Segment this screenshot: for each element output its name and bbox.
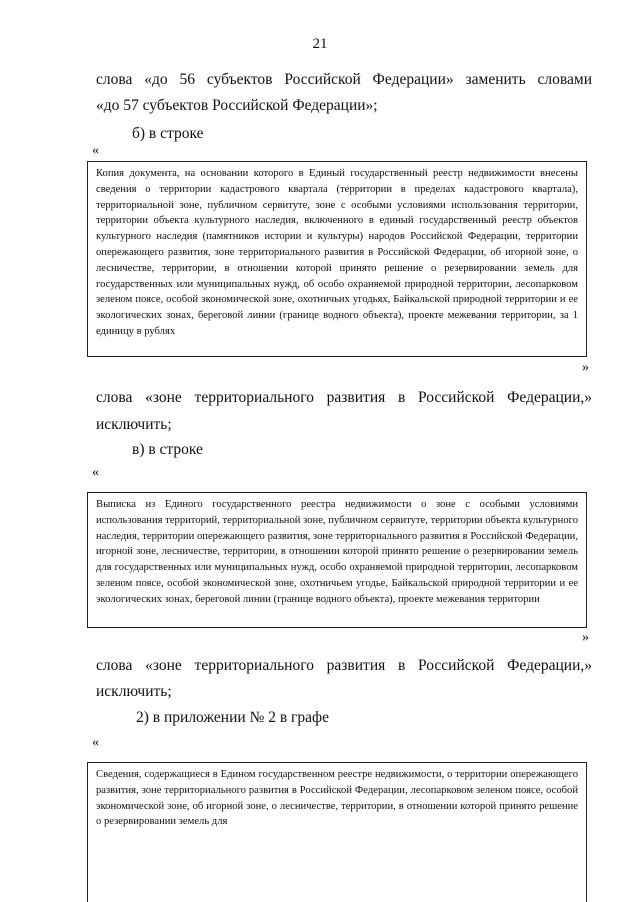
close-quote: »: [582, 630, 589, 645]
subsection-heading: в) в строке: [132, 441, 203, 458]
page-number: 21: [312, 36, 328, 52]
paragraph-line: исключить;: [96, 416, 172, 433]
open-quote: «: [92, 143, 99, 158]
paragraph-line: «до 57 субъектов Российской Федерации»;: [96, 97, 378, 114]
open-quote: «: [92, 465, 99, 480]
paragraph-line: слова «зоне территориального развития в Российской Федерации,»: [96, 389, 592, 406]
paragraph-line: исключить;: [96, 683, 172, 700]
quoted-table-cell: Выписка из Единого государственного реестра недвижимости о зоне с особыми условиями использования территорий, территориальной зоне, публичном сервитуте, территории объекта культурного наследия, территории опережающего развития, зоне территориального развития в Российской Федерации, игорной зоне, лесничестве, территории, в отношении которой принято решение о резервировании земель для государственных или муниципальных нужд, особо охраняемой природной территории, лесопарковом зеленом поясе, особой экономической зоне, охотничьем угодье, Байкальской природной территории и ее экологических зонах, береговой линии (границе водного объекта), проекте межевания территории: [87, 492, 587, 628]
quoted-table-cell: Сведения, содержащиеся в Едином государственном реестре недвижимости, о территории опережающего развития, зоне территориального развития в Российской Федерации, лесопарковом зеленом поясе, особой экономической зоне, об игорной зоне, о лесничестве, территории, в отношении которой принято решение о резервировании земель для: [87, 762, 587, 902]
open-quote: «: [92, 735, 99, 750]
quoted-table-cell: Копия документа, на основании которого в Единый государственный реестр недвижимости внесены сведения о территории кадастрового квартала (территории в пределах кадастрового квартала), территориальной зоне, публичном сервитуте, зоне с особыми условиями использования территории, территории объекта культурного наследия, включенного в единый государственный реестр объектов культурного наследия (памятников истории и культуры) народов Российской Федерации, территории опережающего развития, зоне территориального развития в Российской Федерации, об игорной зоне, о лесничестве, территории, в отношении которой принято решение о резервировании земель для государственных или муниципальных нужд, об особо охраняемой природной территории, лесопарковом зеленом поясе, особой экономической зоне, охотничьих угодьях, Байкальской природной территории и ее экологических зонах, береговой линии (границе водного объекта), проекте межевания территории, за 1 единицу в рублях: [87, 161, 587, 357]
close-quote: »: [582, 360, 589, 375]
subsection-heading: 2) в приложении № 2 в графе: [136, 709, 329, 726]
paragraph-line: слова «до 56 субъектов Российской Федерации» заменить словами: [96, 71, 592, 88]
subsection-heading: б) в строке: [132, 125, 204, 142]
paragraph-line: слова «зоне территориального развития в Российской Федерации,»: [96, 657, 592, 674]
